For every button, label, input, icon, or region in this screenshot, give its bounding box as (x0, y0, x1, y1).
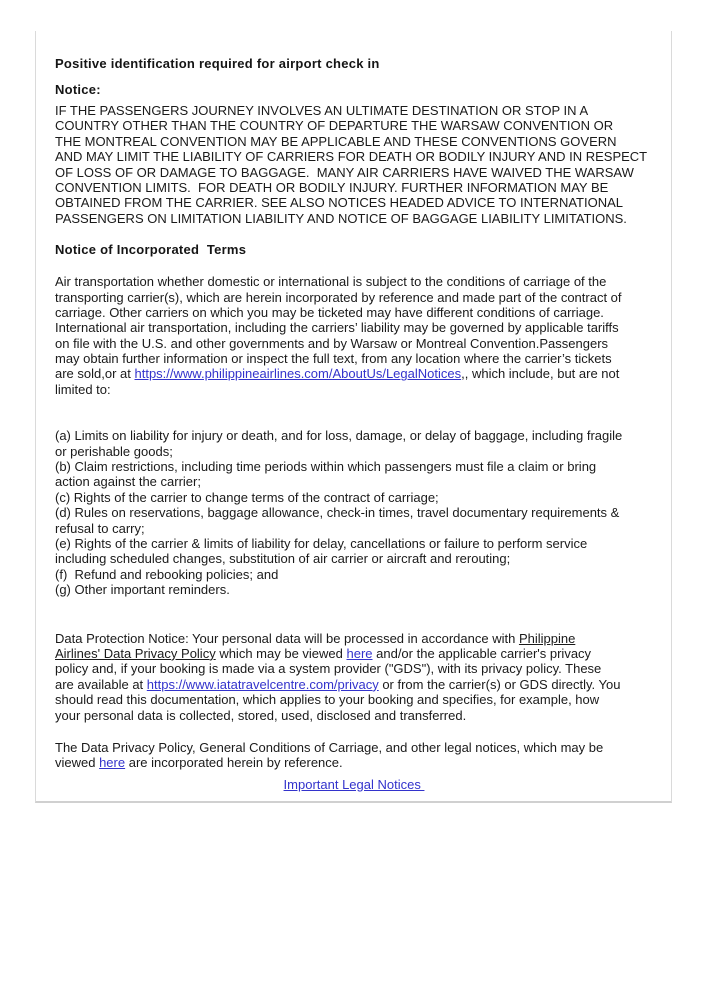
text-line (55, 103, 653, 118)
text-line (55, 631, 653, 646)
text-run: (g) Other important reminders. (55, 582, 230, 598)
text-line (55, 755, 653, 770)
text-line (55, 320, 653, 335)
text-line (55, 567, 653, 582)
text-run: (e) Rights of the carrier & limits of liability for delay, cancellations or failure to perform service (55, 535, 588, 551)
list-item (55, 582, 653, 597)
footer-link-row (55, 776, 653, 794)
text-run: or perishable goods; (55, 443, 173, 459)
privacy-policy-reference-paragraph (55, 740, 653, 771)
notice-label: Notice: (55, 82, 101, 97)
text-run: International air transportation, including the carriers’ liability may be governed by applicable tariffs (55, 320, 619, 336)
text-run: which may be viewed (215, 645, 347, 661)
text-run: on file with the U.S. and other governments and by Warsaw or Montreal Convention.Passengers (55, 335, 609, 351)
text-run: PASSENGERS ON LIMITATION LIABILITY AND NOTICE OF BAGGAGE LIABILITY LIMITATIONS. (55, 210, 627, 226)
text-run: CONVENTION LIMITS. FOR DEATH OR BODILY INJURY. FURTHER INFORMATION MAY BE (55, 179, 609, 195)
text-run: or from the carrier(s) or GDS directly. You (378, 676, 621, 692)
text-line (55, 708, 653, 723)
text-run: (d) Rules on reservations, baggage allowance, check-in times, travel documentary requirements & (55, 505, 620, 521)
important-legal-notices-link[interactable]: Important Legal Notices (283, 776, 425, 792)
text-run: including scheduled changes, substitution of air carrier or aircraft and rerouting; (55, 551, 511, 567)
text-line (55, 274, 653, 289)
text-run: ,, which include, but are not (461, 366, 620, 382)
text-run: OF LOSS OF OR DAMAGE TO BAGGAGE. MANY AIR CARRIERS HAVE WAIVED THE WARSAW (55, 164, 634, 180)
text-run: THE MONTREAL CONVENTION MAY BE APPLICABLE AND THESE CONVENTIONS GOVERN (55, 133, 617, 149)
text-line (55, 366, 653, 381)
text-line (55, 521, 653, 536)
text-run: may obtain further information or inspect the full text, from any location where the carrier’s tickets (55, 351, 612, 367)
text-run: Data Protection Notice: Your personal data will be processed in accordance with (55, 630, 519, 646)
text-line (55, 536, 653, 551)
text-run: are sold,or at (55, 366, 135, 382)
text-run: (f) Refund and rebooking policies; and (55, 566, 279, 582)
text-line (55, 677, 653, 692)
text-run: The Data Privacy Policy, General Conditions of Carriage, and other legal notices, which may be (55, 739, 604, 755)
text-line (55, 740, 653, 755)
text-line (55, 290, 653, 305)
text-line (55, 490, 653, 505)
warsaw-convention-notice-paragraph (55, 103, 653, 226)
iata-privacy-url-link[interactable]: https://www.iatatravelcentre.com/privacy (146, 676, 379, 692)
list-item (55, 490, 653, 505)
text-line (55, 149, 653, 164)
checkin-identification-heading: Positive identification required for airport check in (55, 56, 380, 71)
incorporated-terms-heading: Notice of Incorporated Terms (55, 242, 247, 258)
text-line (55, 444, 653, 459)
text-run: Air transportation whether domestic or international is subject to the conditions of carriage of the (55, 274, 607, 290)
text-line (55, 459, 653, 474)
text-line (55, 180, 653, 195)
text-line (55, 165, 653, 180)
text-line (55, 134, 653, 149)
text-line (55, 336, 653, 351)
text-run: limited to: (55, 381, 111, 397)
text-line (55, 305, 653, 320)
incorporated-terms-list (55, 428, 653, 597)
text-run: carriage. Other carriers on which you may be ticketed may have different conditions of carriage. (55, 304, 604, 320)
privacy-policy-here-link[interactable]: here (346, 645, 373, 661)
pal-legal-notices-url-link[interactable]: https://www.philippineairlines.com/AboutUs/LegalNotices (134, 366, 462, 382)
text-run: policy and, if your booking is made via a system provider ("GDS"), with its privacy policy. These (55, 661, 602, 677)
text-run: (a) Limits on liability for injury or death, and for loss, damage, or delay of baggage, including fragile (55, 428, 623, 444)
data-protection-notice-paragraph (55, 631, 653, 723)
text-run: are incorporated herein by reference. (125, 755, 343, 771)
text-line (55, 428, 653, 443)
text-run: viewed (55, 755, 100, 771)
list-item (55, 567, 653, 582)
text-run: should read this documentation, which applies to your booking and specifies, for example, how (55, 692, 600, 708)
conditions-here-link[interactable]: here (99, 755, 126, 771)
text-run: IF THE PASSENGERS JOURNEY INVOLVES AN ULTIMATE DESTINATION OR STOP IN A (55, 103, 589, 118)
text-line (55, 351, 653, 366)
text-run: refusal to carry; (55, 520, 145, 536)
text-line (55, 661, 653, 676)
text-line (55, 646, 653, 661)
incorporated-terms-paragraph (55, 274, 653, 397)
text-line (55, 118, 653, 133)
text-run: are available at (55, 676, 147, 692)
text-line (55, 382, 653, 397)
text-run: (c) Rights of the carrier to change terms of the contract of carriage; (55, 489, 439, 505)
list-item (55, 428, 653, 459)
text-run: AND MAY LIMIT THE LIABILITY OF CARRIERS FOR DEATH OR BODILY INJURY AND IN RESPECT (55, 149, 648, 165)
text-line (55, 551, 653, 566)
text-run: your personal data is collected, stored, used, disclosed and transferred. (55, 707, 467, 723)
legal-notice-document (35, 31, 672, 803)
text-run: COUNTRY OTHER THAN THE COUNTRY OF DEPARTURE THE WARSAW CONVENTION OR (55, 118, 614, 134)
list-item (55, 536, 653, 567)
list-item (55, 459, 653, 490)
list-item (55, 505, 653, 536)
text-run: (b) Claim restrictions, including time periods within which passengers must file a claim or bring (55, 459, 597, 475)
text-run: and/or the applicable carrier's privacy (372, 645, 592, 661)
underlined-text: Airlines' Data Privacy Policy (55, 645, 216, 661)
text-line (55, 195, 653, 210)
text-line (55, 582, 653, 597)
text-line (55, 211, 653, 226)
text-run: action against the carrier; (55, 474, 201, 490)
underlined-text: Philippine (518, 630, 576, 646)
text-run: OBTAINED FROM THE CARRIER. SEE ALSO NOTICES HEADED ADVICE TO INTERNATIONAL (55, 195, 624, 211)
text-line (55, 692, 653, 707)
text-run: transporting carrier(s), which are herein incorporated by reference and made part of the contract of (55, 289, 622, 305)
text-line (55, 505, 653, 520)
text-line (55, 474, 653, 489)
